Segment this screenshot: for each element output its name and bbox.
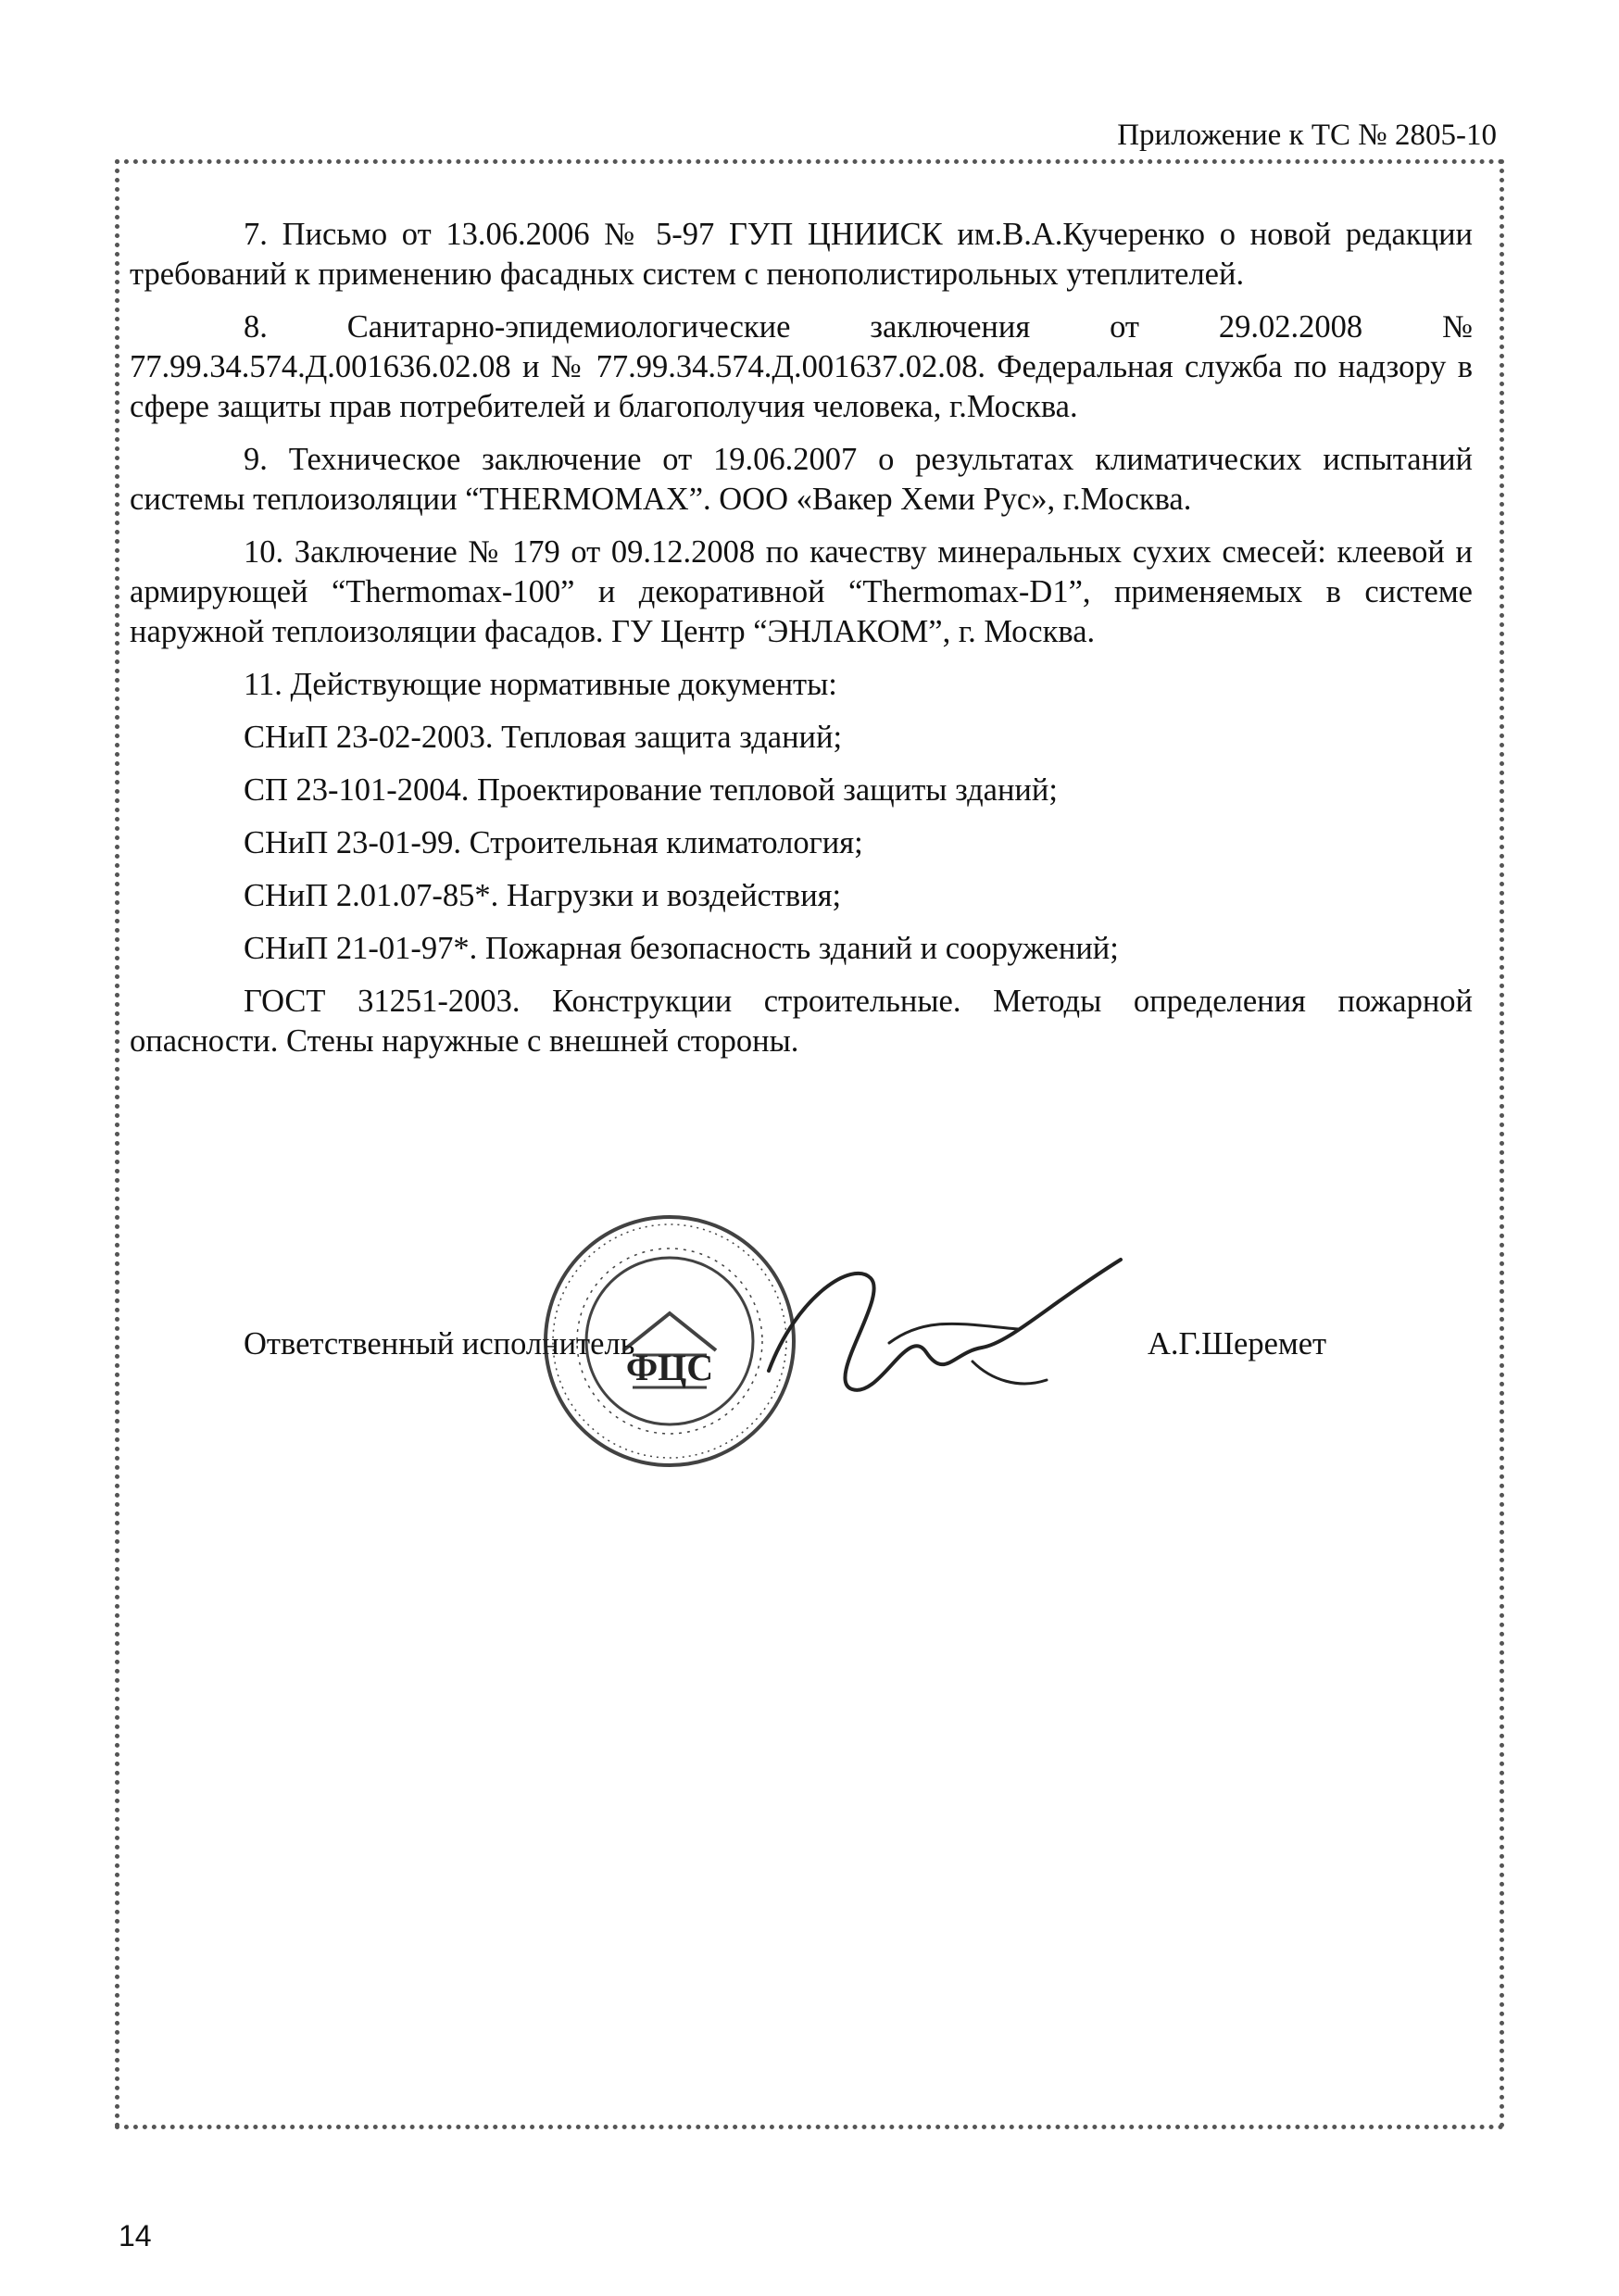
- document-ref-sp-23-101: СП 23-101-2004. Проектирование тепловой защиты зданий;: [244, 772, 1058, 808]
- paragraph-item-11: 11. Действующие нормативные документы:: [244, 667, 837, 702]
- document-ref-snip-23-01: СНиП 23-01-99. Строительная климатология;: [244, 825, 863, 860]
- paragraph-item-9: 9. Техническое заключение от 19.06.2007 о результатах климатических испытаний системы теплоизоляции “THERMOMAX”. ООО «Вакер Хеми Рус», г.Москва.: [130, 442, 1473, 517]
- document-ref-snip-21-01: СНиП 21-01-97*. Пожарная безопасность зданий и сооружений;: [244, 931, 1119, 966]
- signatory-name: А.Г.Шеремет: [1148, 1326, 1327, 1361]
- page-number: 14: [119, 2219, 152, 2252]
- document-body: [130, 215, 1473, 1074]
- appendix-label: Приложение к ТС № 2805-10: [1117, 119, 1497, 152]
- paragraph-item-8: 8. Санитарно-эпидемиологические заключения от 29.02.2008 № 77.99.34.574.Д.001636.02.08 и № 77.99.34.574.Д.001637.02.08. Федеральная служба по надзору в сфере защиты прав потребителей и благополучия человека, г.Москва.: [130, 309, 1473, 424]
- signatory-title: Ответственный исполнитель: [244, 1326, 635, 1361]
- paragraph-item-10: 10. Заключение № 179 от 09.12.2008 по качеству минеральных сухих смесей: клеевой и армирующей “Thermomax-100” и декоративной “Thermomax-D1”, применяемых в системе наружной теплоизоляции фасадов. ГУ Центр “ЭНЛАКОМ”, г. Москва.: [130, 534, 1473, 649]
- stamp-emblem: ФЦС: [625, 1347, 714, 1388]
- paragraph-item-7: 7. Письмо от 13.06.2006 № 5-97 ГУП ЦНИИСК им.В.А.Кучеренко о новой редакции требований к применению фасадных систем с пенополистирольных утеплителей.: [130, 217, 1473, 292]
- document-ref-snip-23-02: СНиП 23-02-2003. Тепловая защита зданий;: [244, 720, 843, 755]
- document-ref-snip-2-01-07: СНиП 2.01.07-85*. Нагрузки и воздействия;: [244, 878, 842, 913]
- handwritten-signature: [741, 1241, 1130, 1426]
- document-ref-gost-31251: ГОСТ 31251-2003. Конструкции строительные. Методы определения пожарной опасности. Стены наружные с внешней стороны.: [130, 984, 1473, 1059]
